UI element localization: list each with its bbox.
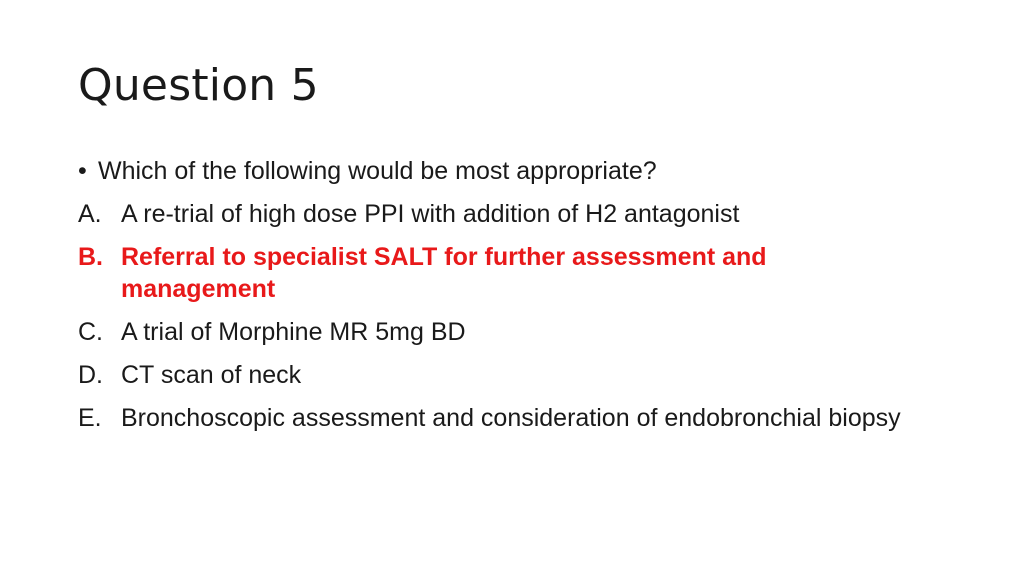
option-a-text: A re-trial of high dose PPI with addition of H2 antagonist [121, 200, 740, 228]
slide-body [78, 155, 938, 445]
question-prompt [78, 155, 938, 187]
option-d-letter: D. [78, 361, 103, 389]
option-e-text: Bronchoscopic assessment and consideration of endobronchial biopsy [121, 404, 901, 432]
bullet-marker: • [78, 157, 87, 185]
option-b-correct-answer [78, 241, 938, 305]
option-e [78, 402, 938, 434]
option-b-letter: B. [78, 243, 103, 271]
option-c-text: A trial of Morphine MR 5mg BD [121, 318, 466, 346]
option-a [78, 198, 938, 230]
option-c-letter: C. [78, 318, 103, 346]
option-d-text: CT scan of neck [121, 361, 302, 389]
slide-title: Question 5 [78, 60, 319, 111]
option-d [78, 359, 938, 391]
question-text: Which of the following would be most appropriate? [98, 157, 657, 185]
option-b-text: Referral to specialist SALT for further assessment and management [121, 243, 767, 303]
option-c [78, 316, 938, 348]
option-a-letter: A. [78, 200, 102, 228]
option-e-letter: E. [78, 404, 102, 432]
